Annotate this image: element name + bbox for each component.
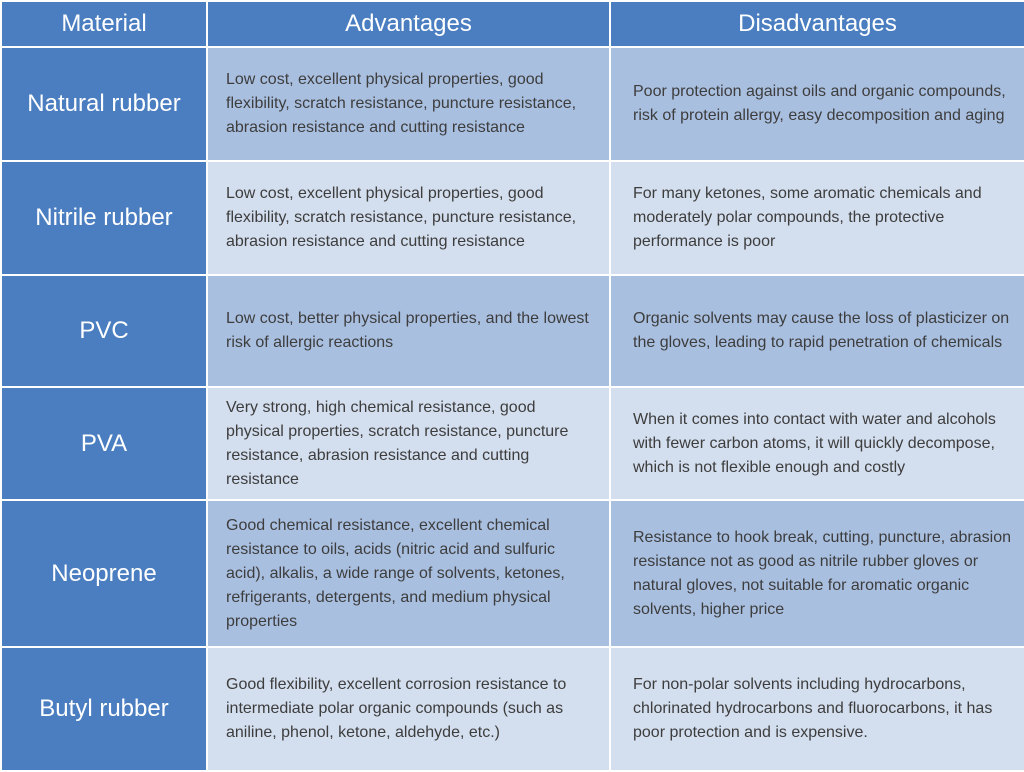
disadvantages-cell: Poor protection against oils and organic compounds, risk of protein allergy, easy decomposition and aging bbox=[610, 47, 1024, 161]
material-cell: PVC bbox=[1, 275, 207, 387]
advantages-cell: Low cost, excellent physical properties, good flexibility, scratch resistance, puncture resistance, abrasion resistance and cutting resistance bbox=[207, 161, 610, 275]
column-header-advantages: Advantages bbox=[207, 1, 610, 47]
table-row bbox=[1, 647, 1024, 771]
disadvantages-cell: Organic solvents may cause the loss of plasticizer on the gloves, leading to rapid penetration of chemicals bbox=[610, 275, 1024, 387]
table-row bbox=[1, 387, 1024, 500]
table-row bbox=[1, 161, 1024, 275]
table-row bbox=[1, 47, 1024, 161]
disadvantages-cell: For many ketones, some aromatic chemicals and moderately polar compounds, the protective performance is poor bbox=[610, 161, 1024, 275]
material-cell: Neoprene bbox=[1, 500, 207, 647]
header-row bbox=[1, 1, 1024, 47]
material-cell: Natural rubber bbox=[1, 47, 207, 161]
advantages-cell: Very strong, high chemical resistance, good physical properties, scratch resistance, puncture resistance, abrasion resistance and cutting resistance bbox=[207, 387, 610, 500]
material-cell: Butyl rubber bbox=[1, 647, 207, 771]
advantages-cell: Good chemical resistance, excellent chemical resistance to oils, acids (nitric acid and sulfuric acid), alkalis, a wide range of solvents, ketones, refrigerants, detergents, and medium physical properties bbox=[207, 500, 610, 647]
column-header-material: Material bbox=[1, 1, 207, 47]
advantages-cell: Good flexibility, excellent corrosion resistance to intermediate polar organic compounds (such as aniline, phenol, ketone, aldehyde, etc.) bbox=[207, 647, 610, 771]
column-header-disadvantages: Disadvantages bbox=[610, 1, 1024, 47]
disadvantages-cell: When it comes into contact with water and alcohols with fewer carbon atoms, it will quickly decompose, which is not flexible enough and costly bbox=[610, 387, 1024, 500]
advantages-cell: Low cost, better physical properties, and the lowest risk of allergic reactions bbox=[207, 275, 610, 387]
material-cell: PVA bbox=[1, 387, 207, 500]
disadvantages-cell: Resistance to hook break, cutting, puncture, abrasion resistance not as good as nitrile rubber gloves or natural gloves, not suitable for aromatic organic solvents, higher price bbox=[610, 500, 1024, 647]
material-cell: Nitrile rubber bbox=[1, 161, 207, 275]
advantages-cell: Low cost, excellent physical properties, good flexibility, scratch resistance, puncture resistance, abrasion resistance and cutting resistance bbox=[207, 47, 610, 161]
table-row bbox=[1, 275, 1024, 387]
table-row bbox=[1, 500, 1024, 647]
disadvantages-cell: For non-polar solvents including hydrocarbons, chlorinated hydrocarbons and fluorocarbons, it has poor protection and is expensive. bbox=[610, 647, 1024, 771]
